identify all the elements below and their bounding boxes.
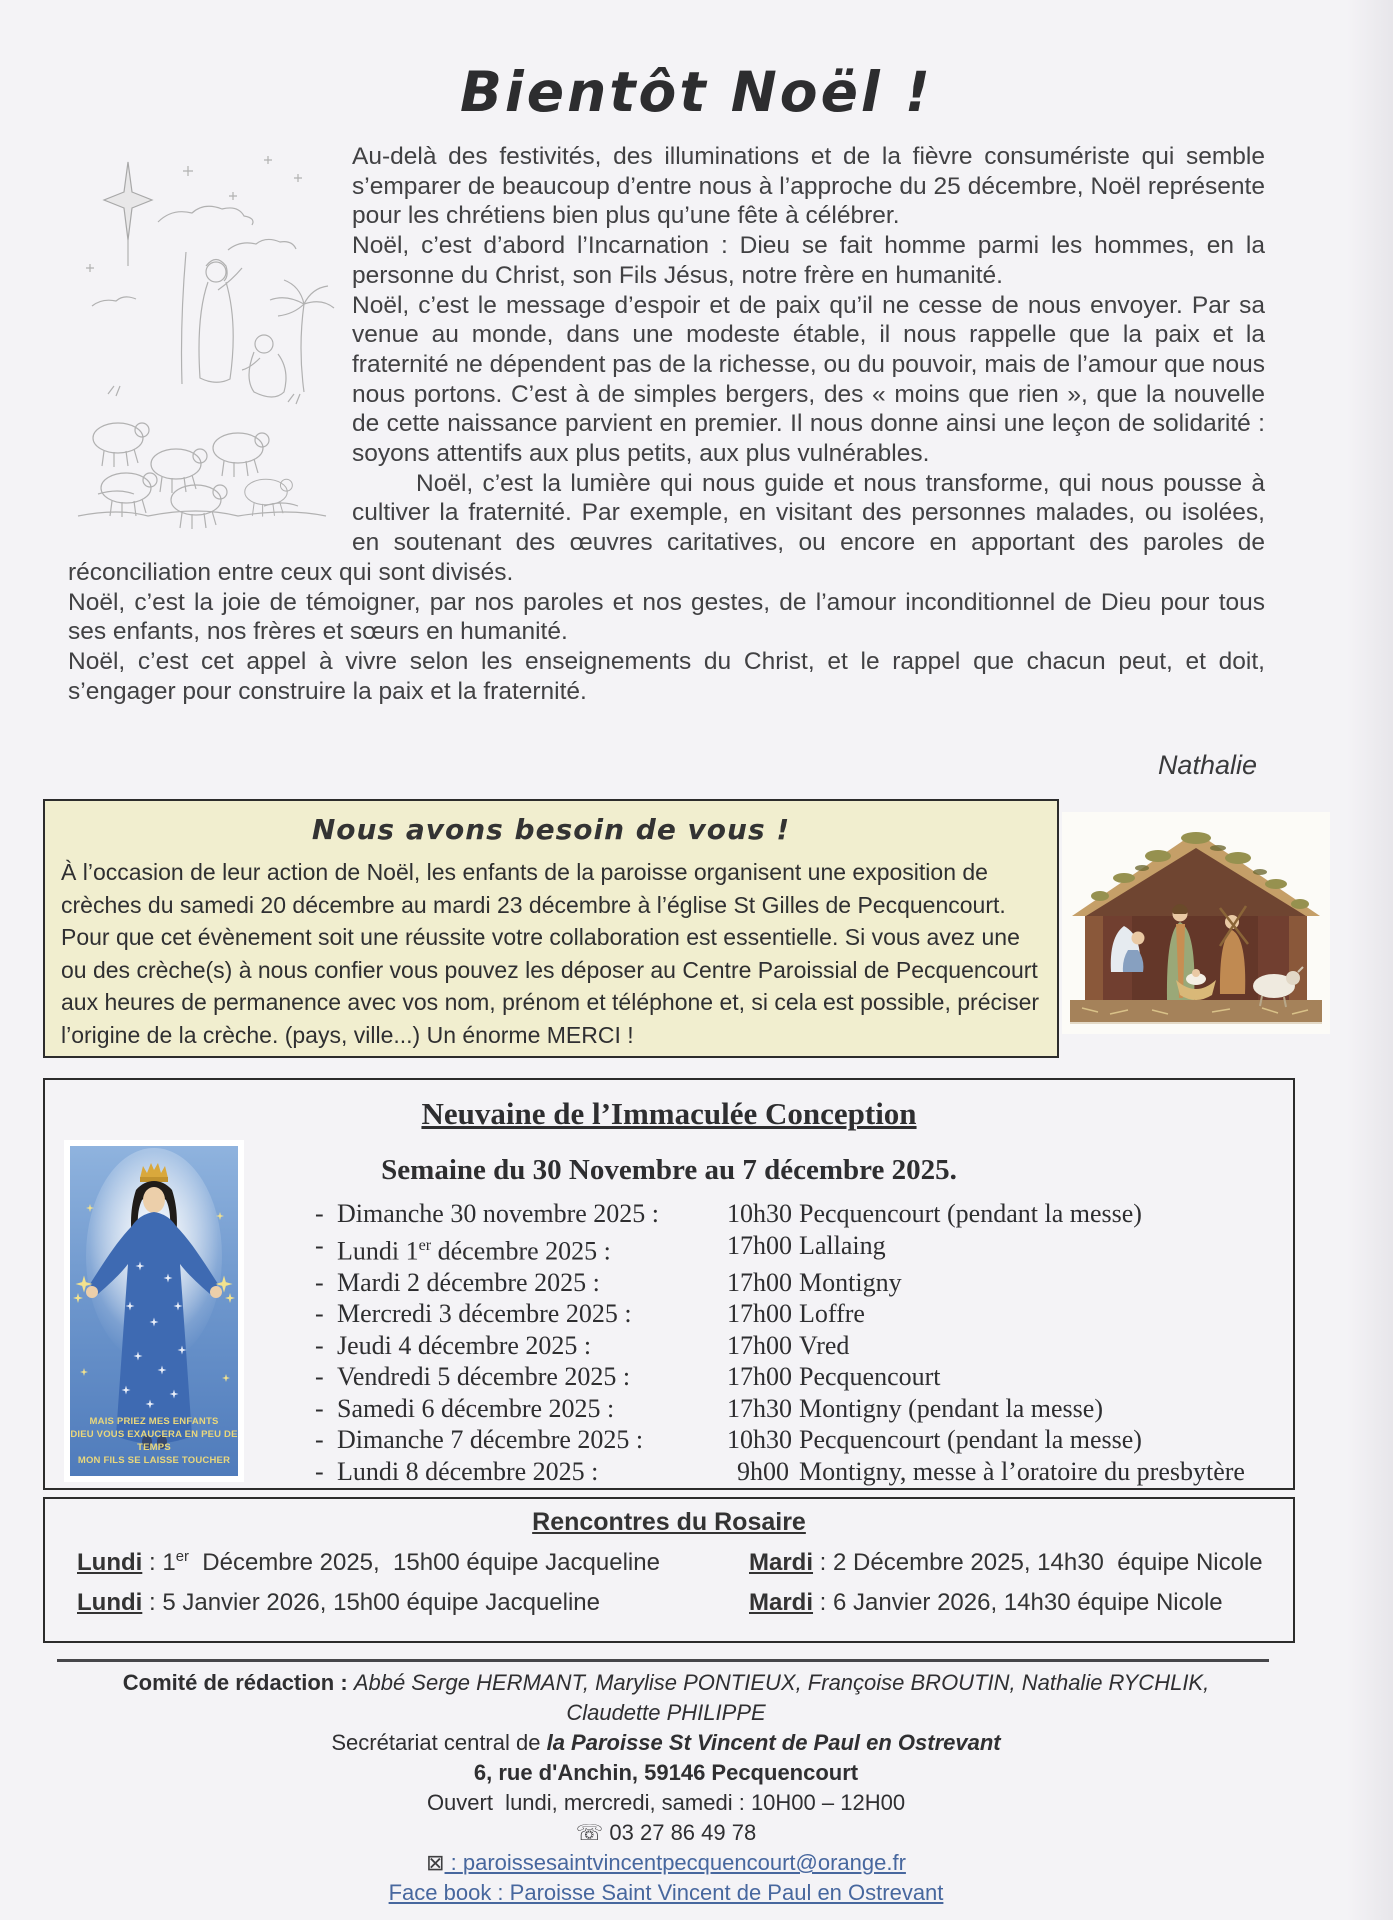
envelope-icon: ⊠ (426, 1850, 445, 1875)
mary-image-caption: MAIS PRIEZ MES ENFANTS DIEU VOUS EXAUCERA EN PEU DE TEMPS MON FILS SE LAISSE TOUCHER (70, 1416, 238, 1466)
neuvaine-row: - Lundi 1er décembre 2025 : 17h00 Lallaing (315, 1230, 886, 1266)
article-paragraph: Noël, c’est d’abord l’Incarnation : Dieu se fait homme parmi les hommes, en la personne du Christ, son Fils Jésus, notre frère en humanité. (352, 232, 1265, 289)
neuvaine-row: - Lundi 8 décembre 2025 : 9h00 Montigny, messe à l’oratoire du presbytère (315, 1456, 1245, 1486)
neuvaine-list (315, 1198, 1285, 1487)
comite-label: Comité de rédaction : (122, 1670, 354, 1695)
comite-names: Abbé Serge HERMANT, Marylise PONTIEUX, Françoise BROUTIN, Nathalie RYCHLIK, (353, 1670, 1210, 1695)
parish-name: la Paroisse St Vincent de Paul en Ostrevant (546, 1730, 1001, 1755)
footer-comite-line (36, 1668, 1296, 1698)
secretariat-prefix: Secrétariat central de (331, 1730, 547, 1755)
footer-divider (57, 1659, 1269, 1662)
neuvaine-row: - Jeudi 4 décembre 2025 : 17h00 Vred (315, 1330, 850, 1360)
telephone-icon: ☏ (575, 1820, 604, 1845)
neuvaine-row: - Vendredi 5 décembre 2025 : 17h00 Pecquencourt (315, 1362, 941, 1392)
address-line: 6, rue d'Anchin, 59146 Pecquencourt (473, 1760, 859, 1785)
appeal-title: Nous avons besoin de vous ! (311, 813, 791, 846)
article-paragraph: Au-delà des festivités, des illuminations et de la fièvre consumériste qui semble s’emparer de beaucoup d’entre nous à l’approche du 25 décembre, Noël représente pour les chrétiens bien plus qu’une fête à célébrer. (352, 143, 1265, 230)
virgin-mary-image (64, 1140, 244, 1482)
creche-photo (1062, 812, 1330, 1034)
neuvaine-subtitle: Semaine du 30 Novembre au 7 décembre 2025. (381, 1154, 957, 1186)
email-link[interactable]: paroissesaintvincentpecquencourt@orange.fr (462, 1850, 906, 1875)
neuvaine-row: - Samedi 6 décembre 2025 : 17h30 Montigny (pendant la messe) (315, 1393, 1103, 1423)
article-paragraph: Noël, c’est le message d’espoir et de paix qu’il ne cesse de nous envoyer. Par sa venue au monde, dans une modeste étable, il nous rappelle que la paix et la fraternité ne dépendent pas de la richesse, ou du pouvoir, mais de l’amour que nous nous portons. C’est à de simples bergers, des « moins que rien », que la nouvelle de cette naissance parvient en premier. Il nous donne ainsi une leçon de solidarité : soyons attentifs aux plus petits, aux plus vulnérables. (352, 291, 1265, 468)
article-paragraph: Noël, c’est cet appel à vivre selon les enseignements du Christ, et le rappel que chacun peut, et doit, s’engager pour construire la paix et la fraternité. (68, 647, 1265, 705)
footer (36, 1668, 1296, 1908)
neuvaine-row: - Mardi 2 décembre 2025 : 17h00 Montigny (315, 1267, 902, 1297)
footer-secretariat-line (36, 1728, 1296, 1758)
facebook-link[interactable]: Face book : Paroisse Saint Vincent de Paul en Ostrevant (388, 1880, 944, 1905)
phone-line (36, 1818, 1296, 1848)
article-body (68, 142, 1265, 706)
comite-names-2: Claudette PHILIPPE (566, 1700, 766, 1725)
opening-hours-line: Ouvert lundi, mercredi, samedi : 10H00 – 12H00 (426, 1790, 906, 1815)
rosaire-entry: Lundi : 5 Janvier 2026, 15h00 équipe Jacqueline (77, 1589, 600, 1616)
neuvaine-row: - Dimanche 7 décembre 2025 : 10h30 Pecquencourt (pendant la messe) (315, 1425, 1142, 1455)
neuvaine-row: - Dimanche 30 novembre 2025 : 10h30 Pecquencourt (pendant la messe) (315, 1199, 1142, 1228)
article-paragraph: Noël, c’est la joie de témoigner, par nos paroles et nos gestes, de l’amour inconditionnel de Dieu pour tous ses enfants, nos frères et sœurs en humanité. (68, 588, 1265, 646)
article-paragraph: Noël, c’est la lumière qui nous guide et nous transforme, qui nous pousse à cultiver la fraternité. Par exemple, en visitant des personnes malades, ou isolées, en soutenant des œuvres caritatives, ou encore en apportant des paroles de réconciliation entre ceux qui sont divisés. (68, 469, 1265, 586)
rosaire-entry: Mardi : 6 Janvier 2026, 14h30 équipe Nicole (749, 1589, 1223, 1616)
neuvaine-row: - Mercredi 3 décembre 2025 : 17h00 Loffre (315, 1299, 865, 1329)
rosaire-entry: Lundi : 1er Décembre 2025, 15h00 équipe Jacqueline (77, 1549, 660, 1576)
nativity-sketch-image (68, 144, 336, 530)
email-line (36, 1848, 1296, 1878)
rosaire-title: Rencontres du Rosaire (532, 1508, 806, 1536)
author-signature: Nathalie (1157, 750, 1257, 780)
appeal-box (43, 799, 1059, 1058)
page-title: Bientôt Noël ! (460, 60, 933, 124)
appeal-body: À l’occasion de leur action de Noël, les enfants de la paroisse organisent une exposition de crèches du samedi 20 décembre au mardi 23 décembre à l’église St Gilles de Pecquencourt. Pour que cet évènement soit une réussite votre collaboration est essentielle. Si vous avez une ou des crèche(s) à nous confier vous pouvez les déposer au Centre Paroissial de Pecquencourt aux heures de permanence avec vos nom, prénom et téléphone et, si cela est possible, préciser l’origine de la crèche. (pays, ville...) Un énorme MERCI ! (61, 859, 1040, 1048)
phone-number: 03 27 86 49 78 (609, 1820, 757, 1845)
rosaire-schedule (77, 1549, 1293, 1617)
facebook-line (36, 1878, 1296, 1908)
rosaire-entry: Mardi : 2 Décembre 2025, 14h30 équipe Nicole (749, 1549, 1263, 1576)
email-separator: : (444, 1850, 463, 1875)
rosaire-box (43, 1497, 1295, 1643)
neuvaine-box (43, 1078, 1295, 1490)
neuvaine-title: Neuvaine de l’Immaculée Conception (421, 1096, 917, 1131)
